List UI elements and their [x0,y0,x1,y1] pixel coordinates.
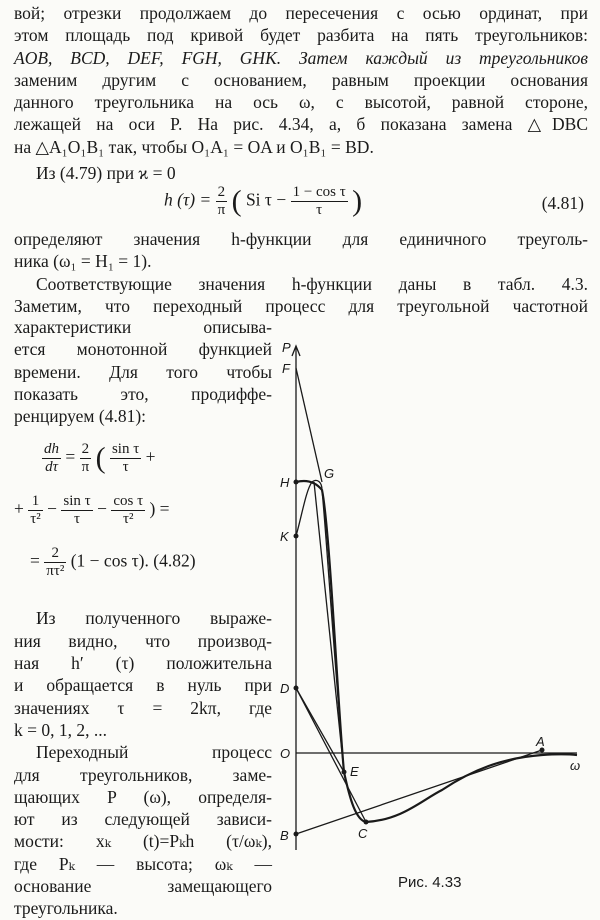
figure-svg [272,330,592,875]
text-line: k = 0, 1, 2, ... [14,719,107,740]
label-h: H [280,475,290,490]
eq82-dh-dtau: $\frac{dh}{d\tau}$ [44,441,59,476]
text-line: значениях τ = 2kπ, где [14,697,272,718]
eq82-plus: + [145,447,156,467]
eq82-f5: $\frac{2}{\text{πτ²}}$ [46,545,65,580]
text-line: Заметим, что переходный процесс для треугольной частотной [14,295,588,316]
eq-lhs: h (τ) = [164,189,212,210]
eq82-line2 [14,493,170,528]
text-line: ния видно, что производ- [14,630,272,651]
eq82-tail: (1 − cos τ). [70,551,149,571]
text-line: Переходный процесс [36,742,272,763]
eq-term1: Si τ − [245,189,287,210]
eq-coef: $\frac{2}{\pi}$ [217,184,226,219]
text-line: ется монотонной функцией [14,339,272,360]
label-k: K [280,529,289,544]
text-line: определяют значения h-функции для единичного треуголь- [14,229,588,250]
text-line: мости: xₖ (t)=Pₖh (τ/ωₖ), [14,831,272,852]
eq82-f4: $\frac{\text{cos τ}}{\text{τ²}}$ [113,493,144,528]
line-ba [296,750,542,834]
equation-4-82 [14,441,272,591]
text-line: данного треугольника на ось ω, с высотой, равной стороне, [14,92,588,113]
text-line: для треугольников, заме- [14,764,272,785]
eq82-equals: = [30,551,40,571]
eq82-equals: = [65,447,76,467]
text-line: заменим другим с основанием, равным проекции основания [14,69,588,90]
point-e [342,770,347,775]
text-line: на △A₁O₁B₁ так, чтобы O₁A₁ = OA и O₁B₁ = BD. [14,136,374,157]
text-line: ренцируем (4.81): [14,406,147,427]
eq82-minus: − [97,499,107,519]
eq82-coef: $\frac{2}{\pi}$ [81,441,90,476]
left-column [14,316,272,920]
text-line: показать это, продиффе- [14,383,272,404]
equation-number: (4.82) [153,551,196,571]
top-paragraph [14,2,588,158]
eq82-f2: $\frac{1}{\text{τ²}}$ [30,493,41,528]
text-line: ная h′ (τ) положительна [14,653,272,674]
equation-body [164,184,362,219]
text-line: и обращается в нуль при [14,675,272,696]
eq82-close: ) = [149,499,170,519]
analysis-paragraph [14,607,272,919]
figure-caption: Рис. 4.33 [398,874,462,891]
equation-4-81 [14,162,588,219]
label-p: P [282,340,291,355]
text-line: вой; отрезки продолжаем до пересечения с осью ординат, при [14,3,588,23]
text-line: где Pₖ — высота; ωₖ — [14,853,272,874]
label-e: E [350,764,359,779]
eq82-minus: − [47,499,58,519]
equation-number: (4.81) [541,193,584,214]
text-line: этом площадь под кривой будет разбита на пять треугольников: [14,25,588,46]
label-omega: ω [570,758,581,773]
line-dc [296,688,366,822]
point-b [294,832,299,837]
equation-lead: Из (4.79) при ϰ = 0 [36,163,176,184]
text-line: характеристики описыва- [14,317,272,337]
eq82-paren-open: ( [95,441,106,475]
text-line: лежащей на оси P. На рис. 4.34, а, б показана замена △DBC [14,114,588,135]
eq-paren-open: ( [231,184,242,218]
eq82-f3: $\frac{\text{sin τ}}{\tau}$ [63,493,91,528]
eq-paren-close: ) [352,184,363,218]
text-line: Из полученного выраже- [36,608,272,629]
point-k [294,534,299,539]
text-line: времени. Для того чтобы [14,361,272,382]
eq82-lead: + [14,499,24,519]
text-line: Соответствующие значения h-функции даны в табл. 4.3. [36,273,588,294]
eq82-line1 [42,441,156,476]
page [14,2,588,317]
label-f: F [282,361,290,376]
eq82-f1: $\frac{\text{sin τ}}{\tau}$ [111,441,140,476]
curve-kg [296,480,344,772]
eq82-line3 [30,545,196,580]
line-fg [296,368,322,482]
label-a: A [536,734,545,749]
point-d [294,686,299,691]
point-h [294,480,299,485]
text-line: щающих P (ω), определя- [14,786,272,807]
text-line: ника (ω₁ = H₁ = 1). [14,251,152,272]
text-line: основание замещающего [14,876,272,897]
eq-fraction: $\frac{\text{1 − cos τ}}{\tau}$ [292,184,346,219]
label-g: G [324,466,335,481]
point-c [364,820,369,825]
label-o: O [280,746,291,761]
response-curve [296,481,577,822]
figure-4-33 [272,330,592,875]
label-d: D [280,681,290,696]
text-line: AOB, BCD, DEF, FGH, GHK. Затем каждый из треугольников [14,47,588,68]
label-c: C [358,826,368,841]
text-line: треугольника. [14,898,118,919]
after-equation-paragraph [14,228,588,317]
label-b: B [280,828,289,843]
text-line: ют из следующей зависи- [14,809,272,830]
